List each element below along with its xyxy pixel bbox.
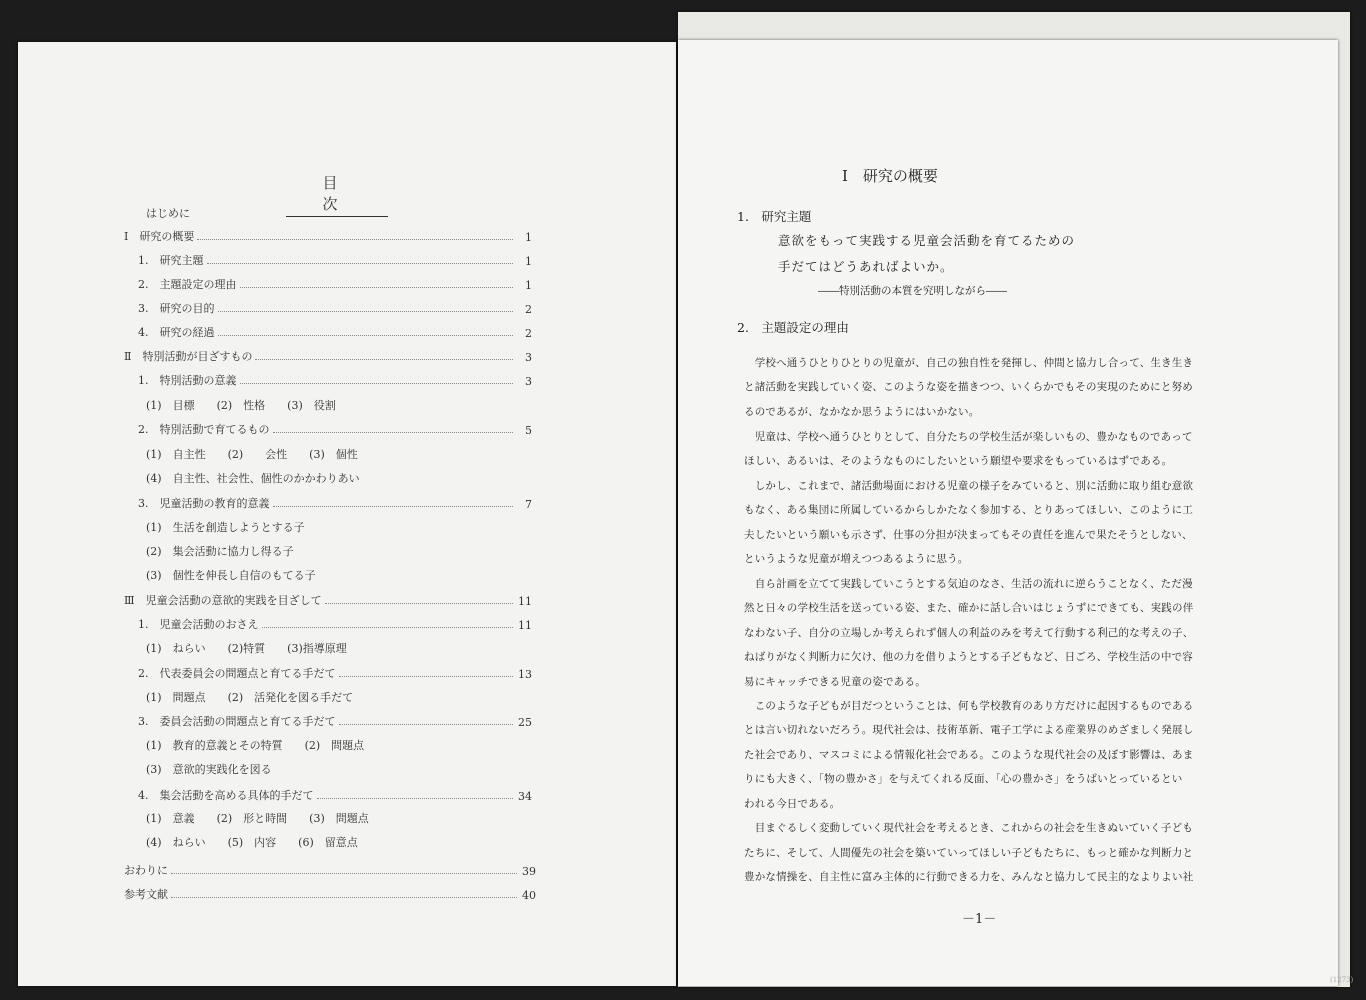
- body-line: ねばりがなく判断力に欠け、他の力を借りようとする子どもなど、日ごろ、学校生活の中で容: [744, 651, 1193, 663]
- toc-sub-item: (1) 自主性 (2) 会性 (3) 個性: [146, 448, 358, 461]
- body-line: ほしい、あるいは、そのようなものにしたいという願望や要求をもっているはずである。: [744, 455, 1173, 467]
- toc-sub-item: (3) 個性を伸長し自信のもてる子: [146, 569, 316, 582]
- toc-sub-item: (1) 意義 (2) 形と時間 (3) 問題点: [146, 812, 369, 825]
- toc-sub-item: (4) 自主性、社会性、個性のかかわりあい: [146, 472, 360, 485]
- toc-sub-item: (1) 教育的意義とその特質 (2) 問題点: [146, 739, 365, 752]
- toc-entry[interactable]: おわりに 39: [124, 864, 536, 878]
- toc-entry[interactable]: 1. 研究主題 1: [138, 254, 532, 268]
- body-line: 豊かな情操を、自主性に富み主体的に行動できる力を、みんなと協力して民主的なよりよい社: [744, 871, 1194, 883]
- page-number: －1－: [962, 912, 997, 927]
- toc-sub-item: (1) 目標 (2) 性格 (3) 役割: [146, 399, 336, 412]
- toc-entry[interactable]: Ⅰ 研究の概要 1: [124, 230, 532, 244]
- heading-research-theme: 1. 研究主題: [737, 209, 812, 224]
- toc-entry[interactable]: 3. 児童活動の教育的意義 7: [138, 497, 532, 511]
- theme-subtitle: ――特別活動の本質を究明しながら――: [818, 285, 1007, 297]
- margin-note: (1273): [1330, 976, 1354, 984]
- theme-line-2: 手だてはどうあればよいか。: [778, 259, 954, 274]
- toc-sub-item: (1) ねらい (2)特質 (3)指導原理: [146, 642, 347, 655]
- body-line: りにも大きく、「物の豊かさ」を与えてくれる反面、「心の豊かさ」をうばいとっているとい: [744, 773, 1183, 785]
- body-line: 児童は、学校へ通うひとりとして、自分たちの学校生活が楽しいもの、豊かなものであって: [744, 431, 1193, 443]
- toc-entry[interactable]: 参考文献 40: [124, 888, 536, 902]
- body-line: しかし、これまで、諸活動場面における児童の様子をみていると、別に活動に取り組む意欲: [744, 480, 1194, 492]
- body-line: るのであるが、なかなか思うようにはいかない。: [744, 406, 980, 418]
- toc-entry[interactable]: 1. 児童会活動のおさえ 11: [138, 618, 532, 632]
- body-line: 夫したいという願いも示さず、仕事の分担が決まってもその責任を進んで果たそうとしない、: [744, 529, 1193, 541]
- toc-title: 目 次: [286, 172, 388, 217]
- toc-entry[interactable]: 2. 特別活動で育てるもの 5: [138, 423, 532, 437]
- body-line: とは言い切れないだろう。現代社会は、技術革新、電子工学による産業界のめざましく発展し: [744, 724, 1194, 736]
- toc-entry[interactable]: 2. 代表委員会の問題点と育てる手だて 13: [138, 667, 532, 681]
- toc-entry[interactable]: 2. 主題設定の理由 1: [138, 278, 532, 292]
- body-line: た社会であり、マスコミによる情報化社会である。このような現代社会の及ぼす影響は、あま: [744, 749, 1194, 761]
- body-line: もなく、ある集団に所属しているからしかたなく参加する、とりあってほしい、このように工: [744, 504, 1194, 516]
- body-line: たちに、そして、人間優先の社会を築いていってほしい子どもたちに、もっと確かな判断力と: [744, 847, 1194, 859]
- toc-intro: はじめに: [146, 207, 190, 220]
- body-line: 自ら計画を立てて実践していこうとする気迫のなさ、生活の流れに逆らうことなく、ただ漫: [744, 578, 1193, 590]
- heading-reason: 2. 主題設定の理由: [737, 320, 849, 335]
- body-line: このような子どもが目だつということは、何も学校教育のあり方だけに起因するものである: [744, 700, 1194, 712]
- toc-entry[interactable]: 4. 集会活動を高める具体的手だて 34: [138, 789, 532, 803]
- section-title: Ⅰ 研究の概要: [842, 167, 938, 185]
- toc-sub-item: (4) ねらい (5) 内容 (6) 留意点: [146, 836, 358, 849]
- toc-entry[interactable]: 3. 委員会活動の問題点と育てる手だて 25: [138, 715, 532, 729]
- theme-line-1: 意欲をもって実践する児童会活動を育てるための: [778, 233, 1076, 248]
- toc-sub-item: (2) 集会活動に協力し得る子: [146, 545, 294, 558]
- toc-entry[interactable]: Ⅱ 特別活動が目ざすもの 3: [124, 350, 532, 364]
- toc-entry[interactable]: 3. 研究の目的 2: [138, 302, 532, 316]
- toc-sub-item: (3) 意欲的実践化を図る: [146, 763, 272, 776]
- body-line: というような児童が増えつつあるように思う。: [744, 553, 969, 565]
- toc-entry[interactable]: 1. 特別活動の意義 3: [138, 374, 532, 388]
- body-line: と諸活動を実践していく姿、このような姿を描きつつ、いくらかでもその実現のためにと努め: [744, 381, 1193, 393]
- toc-sub-item: (1) 生活を創造しようとする子: [146, 521, 305, 534]
- toc-entry[interactable]: 4. 研究の経過 2: [138, 326, 532, 340]
- body-line: 然と日々の学校生活を送っている姿、また、確かに話し合いはじょうずにできても、実践の伴: [744, 602, 1194, 614]
- body-line: 目まぐるしく変動していく現代社会を考えるとき、これからの社会を生きぬいていく子ども: [744, 822, 1193, 834]
- body-line: 易にキャッチできる児童の姿である。: [744, 676, 926, 688]
- body-line: われる今日である。: [744, 798, 841, 810]
- toc-sub-item: (1) 問題点 (2) 活発化を図る手だて: [146, 691, 354, 704]
- toc-entry[interactable]: Ⅲ 児童会活動の意欲的実践を目ざして 11: [124, 594, 532, 608]
- body-line: なわない子、自分の立場しか考えられず個人の利益のみを考えて行動する利己的な考えの子、: [744, 627, 1194, 639]
- body-line: 学校へ通うひとりひとりの児童が、自己の独自性を発揮し、仲間と協力し合って、生き生き: [744, 357, 1194, 369]
